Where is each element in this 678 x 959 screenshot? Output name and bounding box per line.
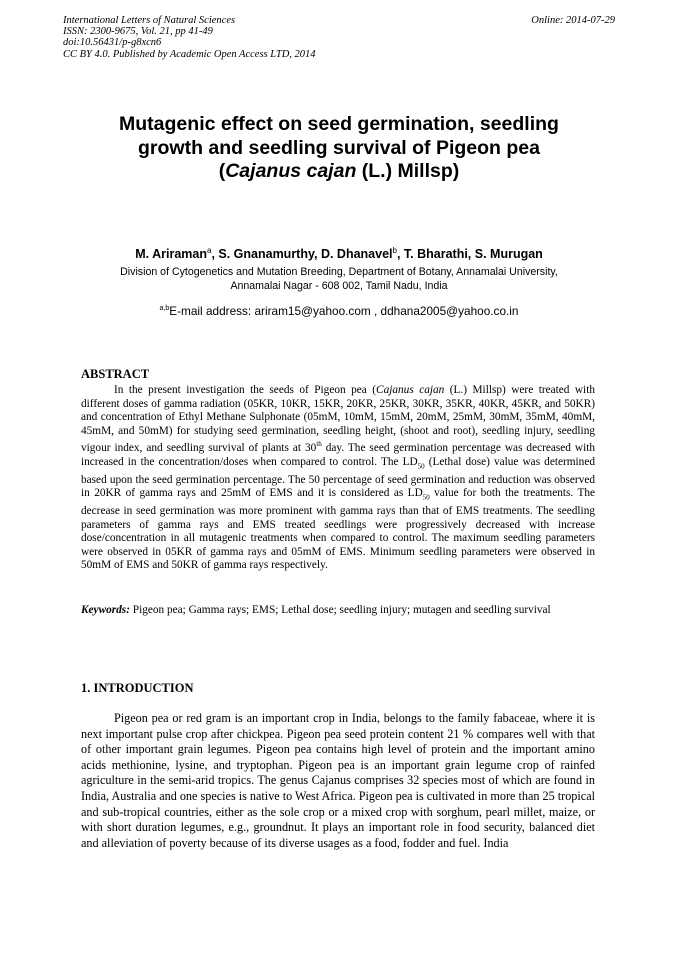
keywords-colon: :: [126, 604, 130, 616]
introduction-heading: 1. INTRODUCTION: [81, 681, 194, 695]
email-addresses: E-mail address: ariram15@yahoo.com , ddhana2005@yahoo.co.in: [169, 303, 519, 318]
journal-name: International Letters of Natural Sciences: [63, 15, 236, 26]
title-paren: (: [218, 160, 226, 182]
abstract-ld-sub-1: 50: [417, 461, 425, 470]
email-affil-mark: a,b: [159, 305, 170, 312]
affiliation-line-1: Division of Cytogenetics and Mutation Breeding, Department of Botany, Annamalai University,: [120, 266, 558, 278]
email-line: [80, 301, 598, 319]
abstract-text-3: day. The seed germination percentage was decreased with increased in the concentration/doses when compared to control. The LD: [81, 442, 595, 468]
title-line-2: growth and seedling survival of Pigeon pea: [138, 136, 540, 159]
keywords-text: Pigeon pea; Gamma rays; EMS; Lethal dose; seedling injury; mutagen and seedling survival: [129, 604, 551, 616]
title-authority: (L.) Millsp): [356, 160, 460, 182]
abstract-text-5: value for both the treatments. The decrease in seed germination was more prominent with gamma rays than that of EMS treatments. The seedling parameters of gamma rays and EMS treated seedlings were progressively decreased with increase dose/concentration in all mutagenic treatments when compared to control. The maximum seedling parameters were observed in 05KR of gamma rays and 05mM of EMS. Minimum seedling parameters were observed in 50mM of EMS and 50KR of gamma rays respectively.: [81, 487, 596, 572]
abstract-body: [81, 384, 595, 573]
title-line-1: Mutagenic effect on seed germination, seedling: [119, 113, 559, 135]
author-1: M. Ariraman: [135, 247, 207, 262]
title-species: Cajanus cajan: [225, 160, 357, 182]
abstract-text-4: (Lethal dose) value was determined based upon the seed germination percentage. The 50 percentage of seed germination and reduction was observed in 20KR of gamma rays and 25mM of EMS and it is considered as LD: [81, 455, 595, 500]
abstract-species: Cajanus cajan: [376, 384, 445, 396]
doi-line: doi:10.56431/p-g8xcn6: [63, 37, 162, 49]
author-3-affil-mark: b: [392, 246, 397, 255]
abstract-th-sup: th: [316, 440, 322, 449]
introduction-body: Pigeon pea or red gram is an important crop in India, belongs to the family fabaceae, where it is next important pulse crop after chickpea. Pigeon pea seed protein content 21 % compares well with that of other important grain legumes. Pigeon pea contains high level of protein and the important amino acids methionine, lysine, and tryptophan. Pigeon pea is an important grain legume crop of rainfed agriculture in the semi-arid tropics. The genus Cajanus comprises 32 species most of which are found in India, Australia and one species is native to West Africa. Pigeon pea is cultivated in more than 25 tropical and sub-tropical countries, either as the sole crop or a mixed crop with sorghum, pearl millet, maize, or with short duration legumes, e.g., groundnut. It plays an important role in food security, balanced diet and alleviation of poverty because of its diverse usages as a food, fodder and fuel. India: [81, 711, 595, 850]
title-line-3: [80, 160, 598, 184]
author-2-3: , S. Gnanamurthy, D. Dhanavel: [211, 247, 393, 262]
online-date: Online: 2014-07-29: [531, 15, 615, 26]
author-1-affil-mark: a: [206, 246, 212, 255]
issn-line: ISSN: 2300-9675, Vol. 21, pp 41-49: [63, 26, 213, 38]
affiliation-line-2: Annamalai Nagar - 608 002, Tamil Nadu, India: [230, 279, 448, 292]
author-4-5: , T. Bharathi, S. Murugan: [396, 247, 543, 262]
abstract-ld-sub-2: 50: [422, 493, 430, 502]
abstract-text-2: (L.) Millsp) were treated with different doses of gamma radiation (05KR, 10KR, 15KR, 20KR, 25KR, 30KR, 35KR, 40KR, 45KR, and 50KR) and concentration of Ethyl Methane Sulphonate (05mM, 10mM, 15mM, 20mM, 25mM, 30mM, 35mM, 40mM, 45mM, and 50mM) for studying seed germination, seedling height, (shoot and root), seedling injury, seedling vigour index, and seedling survival of plants at 30: [81, 384, 595, 455]
author-list: [80, 243, 598, 262]
abstract-heading: ABSTRACT: [81, 367, 150, 381]
license-line: CC BY 4.0. Published by Academic Open Access LTD, 2014: [63, 48, 316, 60]
affiliation: [80, 266, 598, 293]
paper-title: [80, 113, 598, 184]
keywords-label: Keywords: [81, 604, 127, 616]
abstract-text-1: In the present investigation the seeds of Pigeon pea (: [114, 384, 377, 396]
keywords: [81, 604, 595, 618]
running-header: [63, 15, 615, 60]
